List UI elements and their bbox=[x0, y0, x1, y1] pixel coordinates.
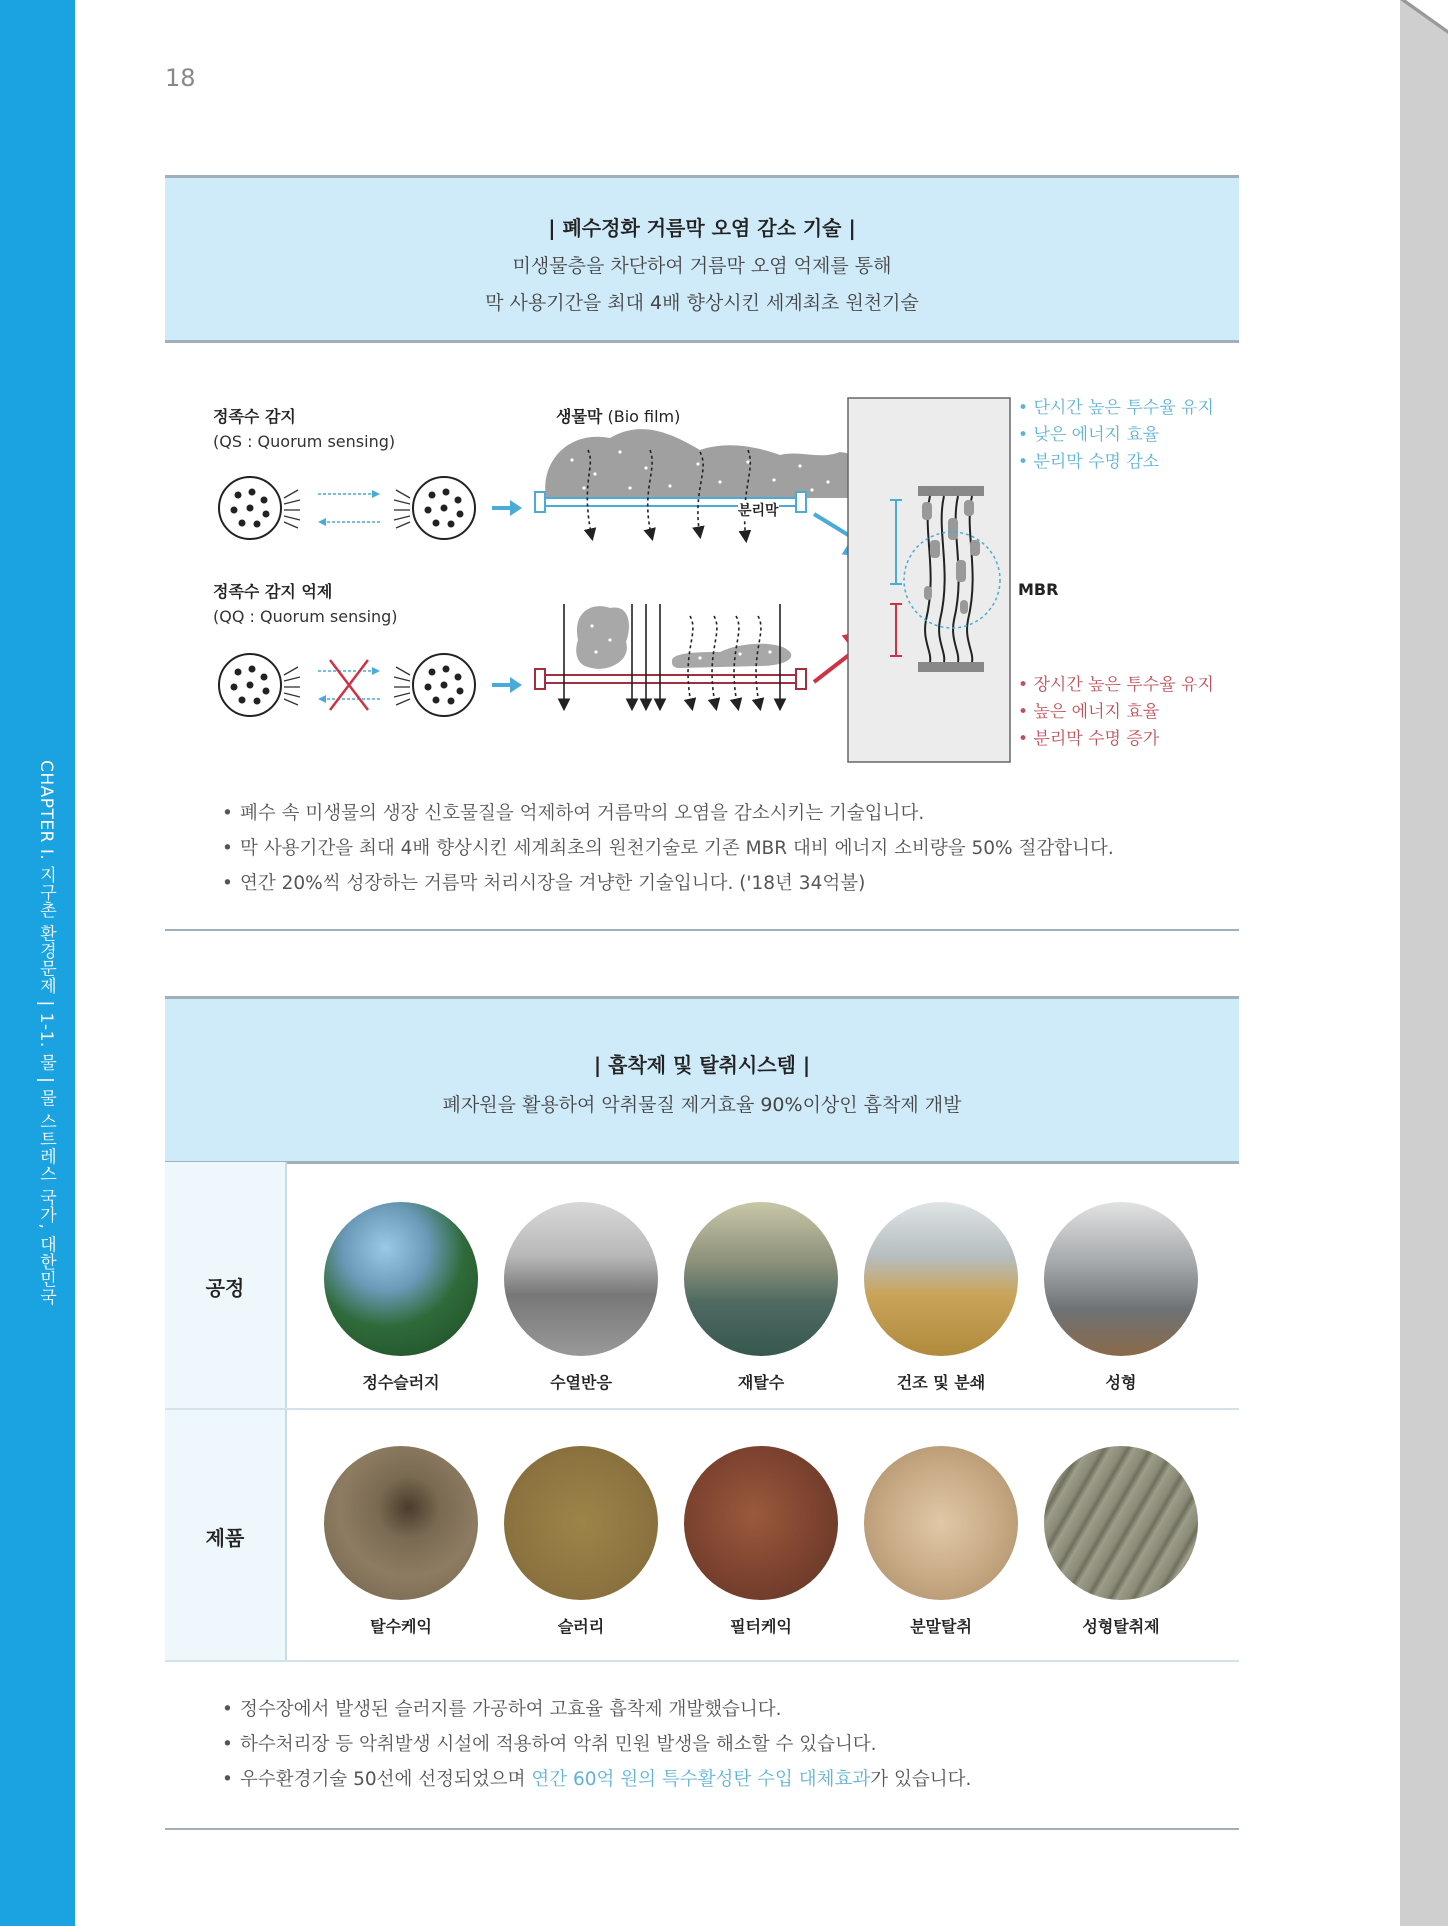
membrane-label: 분리막 bbox=[738, 500, 779, 520]
benefits-bottom bbox=[1018, 672, 1214, 753]
page-number: 18 bbox=[165, 64, 196, 92]
benefit-bottom-1: • 장시간 높은 투수율 유지 bbox=[1018, 672, 1214, 699]
row-separator bbox=[165, 1660, 1239, 1662]
qs-title: 정족수 감지 bbox=[213, 407, 296, 426]
process-item-1 bbox=[321, 1202, 481, 1393]
benefits-top bbox=[1018, 395, 1214, 476]
process-item-2 bbox=[501, 1202, 661, 1393]
process-item-4 bbox=[861, 1202, 1021, 1393]
highlight-text: 연간 60억 원의 특수활성탄 수입 대체효과 bbox=[531, 1769, 871, 1790]
section1-subtitle-2: 막 사용기간을 최대 4배 향상시킨 세계최초 원천기술 bbox=[485, 292, 919, 314]
process-photo-3 bbox=[684, 1202, 838, 1356]
qq-subtitle: (QQ : Quorum sensing) bbox=[213, 607, 398, 626]
product-caption-3: 필터케익 bbox=[730, 1617, 792, 1636]
product-label: 제품 bbox=[205, 1526, 245, 1550]
section1-bullets bbox=[240, 796, 1240, 901]
product-item-5 bbox=[1041, 1446, 1201, 1637]
product-photo-5 bbox=[1044, 1446, 1198, 1600]
section2-bullet-2: • 하수처리장 등 악취발생 시설에 적용하여 악취 민원 발생을 해소할 수 있습니다. bbox=[240, 1727, 1240, 1762]
chapter-label: CHAPTER I. 지구촌 환경문제 | 1-1. 물 | 물 스트레스 국가, 대한민국 bbox=[36, 760, 56, 1306]
process-photo-2 bbox=[504, 1202, 658, 1356]
section1-bullet-2: • 막 사용기간을 최대 4배 향상시킨 세계최초의 원천기술로 기존 MBR 대비 에너지 소비량을 50% 절감합니다. bbox=[240, 831, 1240, 866]
chapter-sidebar bbox=[0, 0, 75, 1926]
section1-subtitle-1: 미생물층을 차단하여 거름막 오염 억제를 통해 bbox=[512, 255, 892, 277]
product-photo-3 bbox=[684, 1446, 838, 1600]
qs-cell-left bbox=[219, 477, 281, 539]
section1-banner bbox=[165, 175, 1239, 343]
qs-cell-right bbox=[413, 477, 475, 539]
section1-bullet-3: • 연간 20%씩 성장하는 거름막 처리시장을 겨냥한 기술입니다. ('18년 34억불) bbox=[240, 866, 1240, 901]
benefit-top-2: • 낮은 에너지 효율 bbox=[1018, 422, 1214, 449]
process-row-head bbox=[165, 1162, 287, 1408]
section2-divider bbox=[165, 1828, 1239, 1830]
benefit-bottom-3: • 분리막 수명 증가 bbox=[1018, 726, 1214, 753]
process-photo-1 bbox=[324, 1202, 478, 1356]
process-product-grid bbox=[165, 1162, 1239, 1662]
product-caption-4: 분말탈취 bbox=[910, 1617, 972, 1636]
arrow-to-membrane-top bbox=[492, 500, 522, 516]
product-item-4 bbox=[861, 1446, 1021, 1637]
section2-bullet-3: • 우수환경기술 50선에 선정되었으며 연간 60억 원의 특수활성탄 수입 대체효과가 있습니다. bbox=[240, 1762, 1240, 1797]
section1-bullet-1: • 폐수 속 미생물의 생장 신호물질을 억제하여 거름막의 오염을 감소시키는 기술입니다. bbox=[240, 796, 1240, 831]
section2-banner bbox=[165, 996, 1239, 1164]
qs-subtitle: (QS : Quorum sensing) bbox=[213, 432, 396, 451]
process-caption-5: 성형 bbox=[1105, 1373, 1137, 1392]
product-caption-5: 성형탈취제 bbox=[1082, 1617, 1160, 1636]
qq-cell-right bbox=[413, 654, 475, 716]
section1-divider bbox=[165, 929, 1239, 931]
process-caption-3: 재탈수 bbox=[737, 1373, 785, 1392]
page-edge-shadow bbox=[1400, 0, 1448, 1926]
arrow-to-membrane-bottom bbox=[492, 677, 522, 693]
product-photo-4 bbox=[864, 1446, 1018, 1600]
product-photo-1 bbox=[324, 1446, 478, 1600]
product-caption-1: 탈수케익 bbox=[370, 1617, 432, 1636]
small-biofilm-blob bbox=[576, 606, 629, 669]
process-label: 공정 bbox=[205, 1276, 245, 1300]
section2-bullet-1: • 정수장에서 발생된 슬러지를 가공하여 고효율 흡착제 개발했습니다. bbox=[240, 1692, 1240, 1727]
section2-bullets bbox=[240, 1692, 1240, 1797]
section1-title: | 폐수정화 거름막 오염 감소 기술 | bbox=[548, 216, 856, 240]
benefit-top-3: • 분리막 수명 감소 bbox=[1018, 449, 1214, 476]
process-item-3 bbox=[681, 1202, 841, 1393]
signal-lines-left bbox=[284, 490, 300, 528]
product-photo-2 bbox=[504, 1446, 658, 1600]
process-photo-5 bbox=[1044, 1202, 1198, 1356]
process-item-5 bbox=[1041, 1202, 1201, 1393]
membrane-bottom bbox=[540, 675, 800, 683]
mbr-box bbox=[848, 398, 1010, 762]
benefit-bottom-2: • 높은 에너지 효율 bbox=[1018, 699, 1214, 726]
qq-title: 정족수 감지 억제 bbox=[213, 582, 333, 601]
section2-subtitle: 폐자원을 활용하여 악취물질 제거효율 90%이상인 흡착제 개발 bbox=[442, 1094, 962, 1116]
product-item-2 bbox=[501, 1446, 661, 1637]
process-caption-1: 정수슬러지 bbox=[362, 1373, 440, 1392]
biofilm-blob bbox=[545, 429, 882, 498]
process-photo-4 bbox=[864, 1202, 1018, 1356]
qq-cell-left bbox=[219, 654, 281, 716]
biofilm-title: 생물막 (Bio film) bbox=[556, 407, 681, 426]
process-caption-4: 건조 및 분쇄 bbox=[896, 1373, 986, 1392]
product-item-3 bbox=[681, 1446, 841, 1637]
process-caption-2: 수열반응 bbox=[550, 1373, 612, 1392]
block-x-mark bbox=[330, 660, 368, 710]
benefit-top-1: • 단시간 높은 투수율 유지 bbox=[1018, 395, 1214, 422]
product-caption-2: 슬러리 bbox=[557, 1617, 605, 1636]
product-item-1 bbox=[321, 1446, 481, 1637]
quorum-diagram bbox=[200, 390, 1020, 770]
section2-title: | 흡착제 및 탈취시스템 | bbox=[593, 1053, 811, 1077]
product-row-head bbox=[165, 1410, 287, 1660]
row-separator bbox=[165, 1408, 1239, 1410]
mbr-label: MBR bbox=[1018, 580, 1059, 599]
